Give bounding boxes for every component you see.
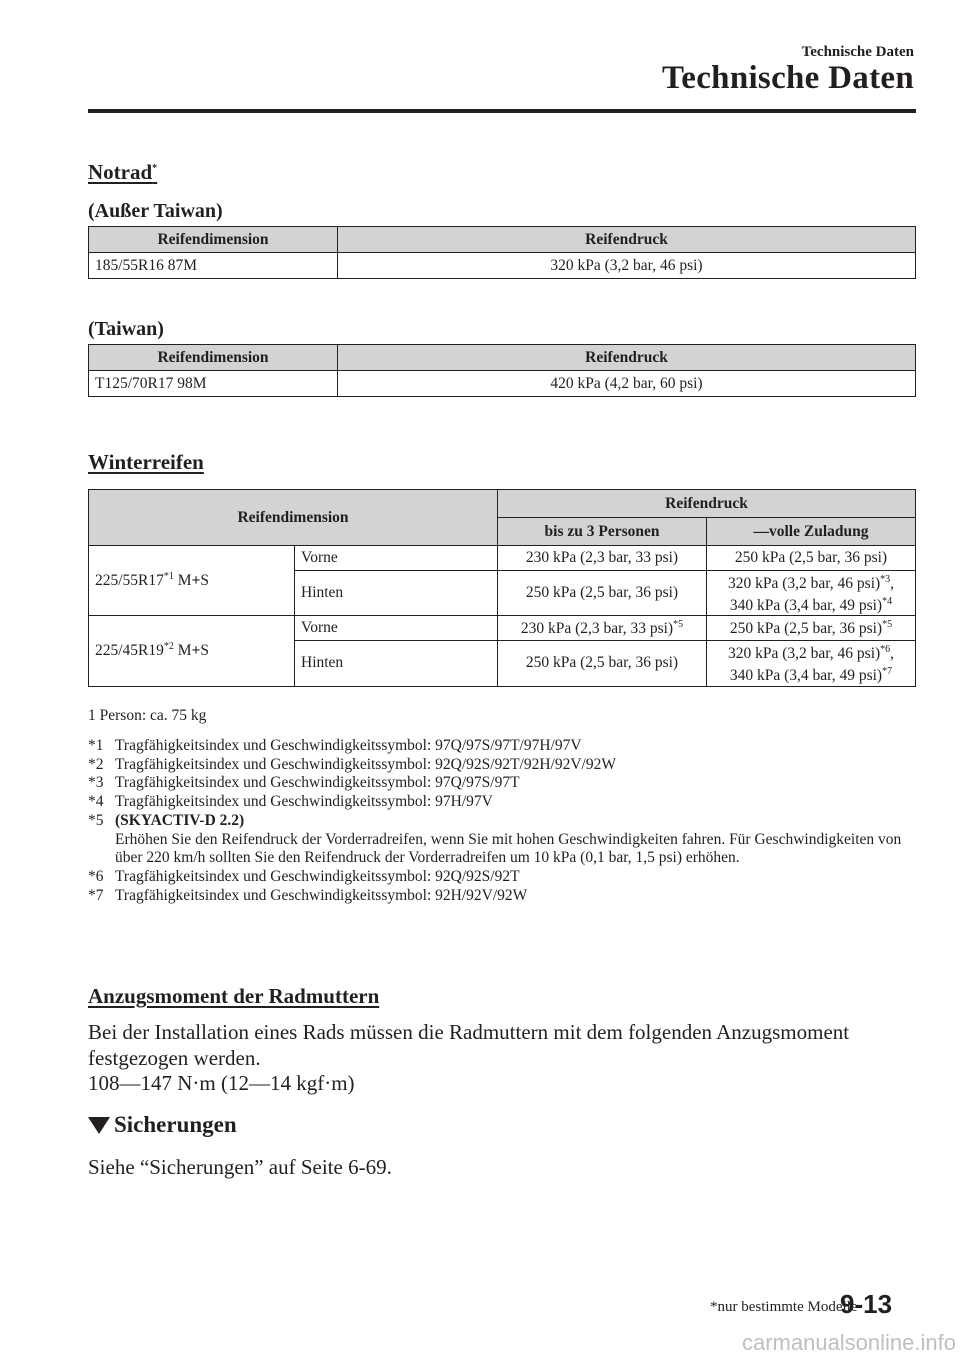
table-row <box>89 546 916 571</box>
header-dimension: Reifendimension <box>89 490 498 546</box>
footnotes <box>88 737 916 905</box>
table-row <box>89 371 916 397</box>
header-dimension: Reifendimension <box>89 345 338 371</box>
taiwan-heading: (Taiwan) <box>88 318 164 340</box>
cell-dimension: 185/55R16 87M <box>89 253 338 279</box>
fuses-heading: Sicherungen <box>88 1112 237 1138</box>
cell-pressure-full: 250 kPa (2,5 bar, 36 psi)$^{*5}$ <box>707 616 916 641</box>
table-row <box>89 616 916 641</box>
cell-position-front: Vorne <box>295 546 498 571</box>
torque-paragraph: Bei der Installation eines Rads müssen die Radmuttern mit dem folgenden Anzugsmoment festgezogen werden. 108—147 N·m (12—14 kgf·m) <box>88 1020 928 1097</box>
cell-pressure-full: 320 kPa (3,2 bar, 46 psi)$^{*3}$, 340 kPa (3,4 bar, 49 psi)$^{*4}$ <box>707 571 916 616</box>
header-rule <box>88 109 916 113</box>
mud-snow-plus-icon: + <box>191 642 201 660</box>
cell-dimension: 225/45R19$^{*2}$ M+S <box>89 616 295 686</box>
cell-position-front: Vorne <box>295 616 498 641</box>
page-number: 9-13 <box>840 1289 893 1319</box>
footnote-item: *7 Tragfähigkeitsindex und Geschwindigkeitssymbol: 92H/92V/92W <box>88 886 528 904</box>
watermark: carmanualsonline.info <box>741 1330 956 1355</box>
person-weight-note: 1 Person: ca. 75 kg <box>88 707 207 724</box>
ausser-taiwan-heading: (Außer Taiwan) <box>88 200 223 222</box>
cell-pressure-full: 320 kPa (3,2 bar, 46 psi)$^{*6}$, 340 kPa (3,4 bar, 49 psi)$^{*7}$ <box>707 641 916 686</box>
mud-snow-plus-icon: + <box>191 572 201 590</box>
cell-position-rear: Hinten <box>295 571 498 616</box>
triangle-down-icon <box>88 1117 110 1134</box>
notrad-table-taiwan <box>88 344 916 397</box>
footnote-item: *5 (SKYACTIV-D 2.2) Erhöhen Sie den Reifendruck der Vorderradreifen, wenn Sie mit hohen Geschwindigkeiten fahren. Für Geschwindigkeiten von über 220 km/h sollten Sie den Reifendruck der Vorderradreifen um 10 kPa (0,1 bar, 1,5 psi) erhöhen. <box>88 811 902 867</box>
cell-position-rear: Hinten <box>295 641 498 686</box>
footnote-item: *2 Tragfähigkeitsindex und Geschwindigkeitssymbol: 92Q/92S/92T/92H/92V/92W <box>88 755 616 773</box>
footnote-item: *3 Tragfähigkeitsindex und Geschwindigkeitssymbol: 97Q/97S/97T <box>88 774 520 792</box>
notrad-heading: Notrad* <box>88 160 158 184</box>
footnote-item: *4 Tragfähigkeitsindex und Geschwindigkeitssymbol: 97H/97V <box>88 793 493 811</box>
fuses-reference: Siehe “Sicherungen” auf Seite 6-69. <box>88 1155 392 1179</box>
notrad-table-ausser-taiwan <box>88 226 916 279</box>
torque-value: 108—147 N·m (12—14 kgf·m) <box>88 1071 355 1095</box>
header-pressure: Reifendruck <box>338 227 916 253</box>
cell-pressure: 320 kPa (3,2 bar, 46 psi) <box>338 253 916 279</box>
cell-dimension: T125/70R17 98M <box>89 371 338 397</box>
header-dimension: Reifendimension <box>89 227 338 253</box>
winter-tire-table <box>88 489 916 687</box>
footer-model-note: *nur bestimmte Modelle <box>710 1299 858 1315</box>
header-pressure: Reifendruck <box>338 345 916 371</box>
table-row <box>89 253 916 279</box>
header-pressure: Reifendruck <box>498 490 916 518</box>
cell-pressure-persons: 250 kPa (2,5 bar, 36 psi) <box>498 571 707 616</box>
cell-pressure-persons: 250 kPa (2,5 bar, 36 psi) <box>498 641 707 686</box>
cell-pressure-full: 250 kPa (2,5 bar, 36 psi) <box>707 546 916 571</box>
header-full-load: —volle Zuladung <box>707 518 916 546</box>
cell-pressure: 420 kPa (4,2 bar, 60 psi) <box>338 371 916 397</box>
header-up-to-3-persons: bis zu 3 Personen <box>498 518 707 546</box>
footnote-item: *6 Tragfähigkeitsindex und Geschwindigkeitssymbol: 92Q/92S/92T <box>88 867 520 885</box>
winterreifen-heading: Winterreifen <box>88 450 204 474</box>
cell-dimension: 225/55R17$^{*1}$ M+S <box>89 546 295 616</box>
cell-pressure-persons: 230 kPa (2,3 bar, 33 psi)$^{*5}$ <box>498 616 707 641</box>
cell-pressure-persons: 230 kPa (2,3 bar, 33 psi) <box>498 546 707 571</box>
torque-heading: Anzugsmoment der Radmuttern <box>88 984 380 1008</box>
running-header-small: Technische Daten <box>801 44 914 60</box>
running-header-title: Technische Daten <box>661 60 914 96</box>
footnote-item: *1 Tragfähigkeitsindex und Geschwindigkeitssymbol: 97Q/97S/97T/97H/97V <box>88 737 582 754</box>
